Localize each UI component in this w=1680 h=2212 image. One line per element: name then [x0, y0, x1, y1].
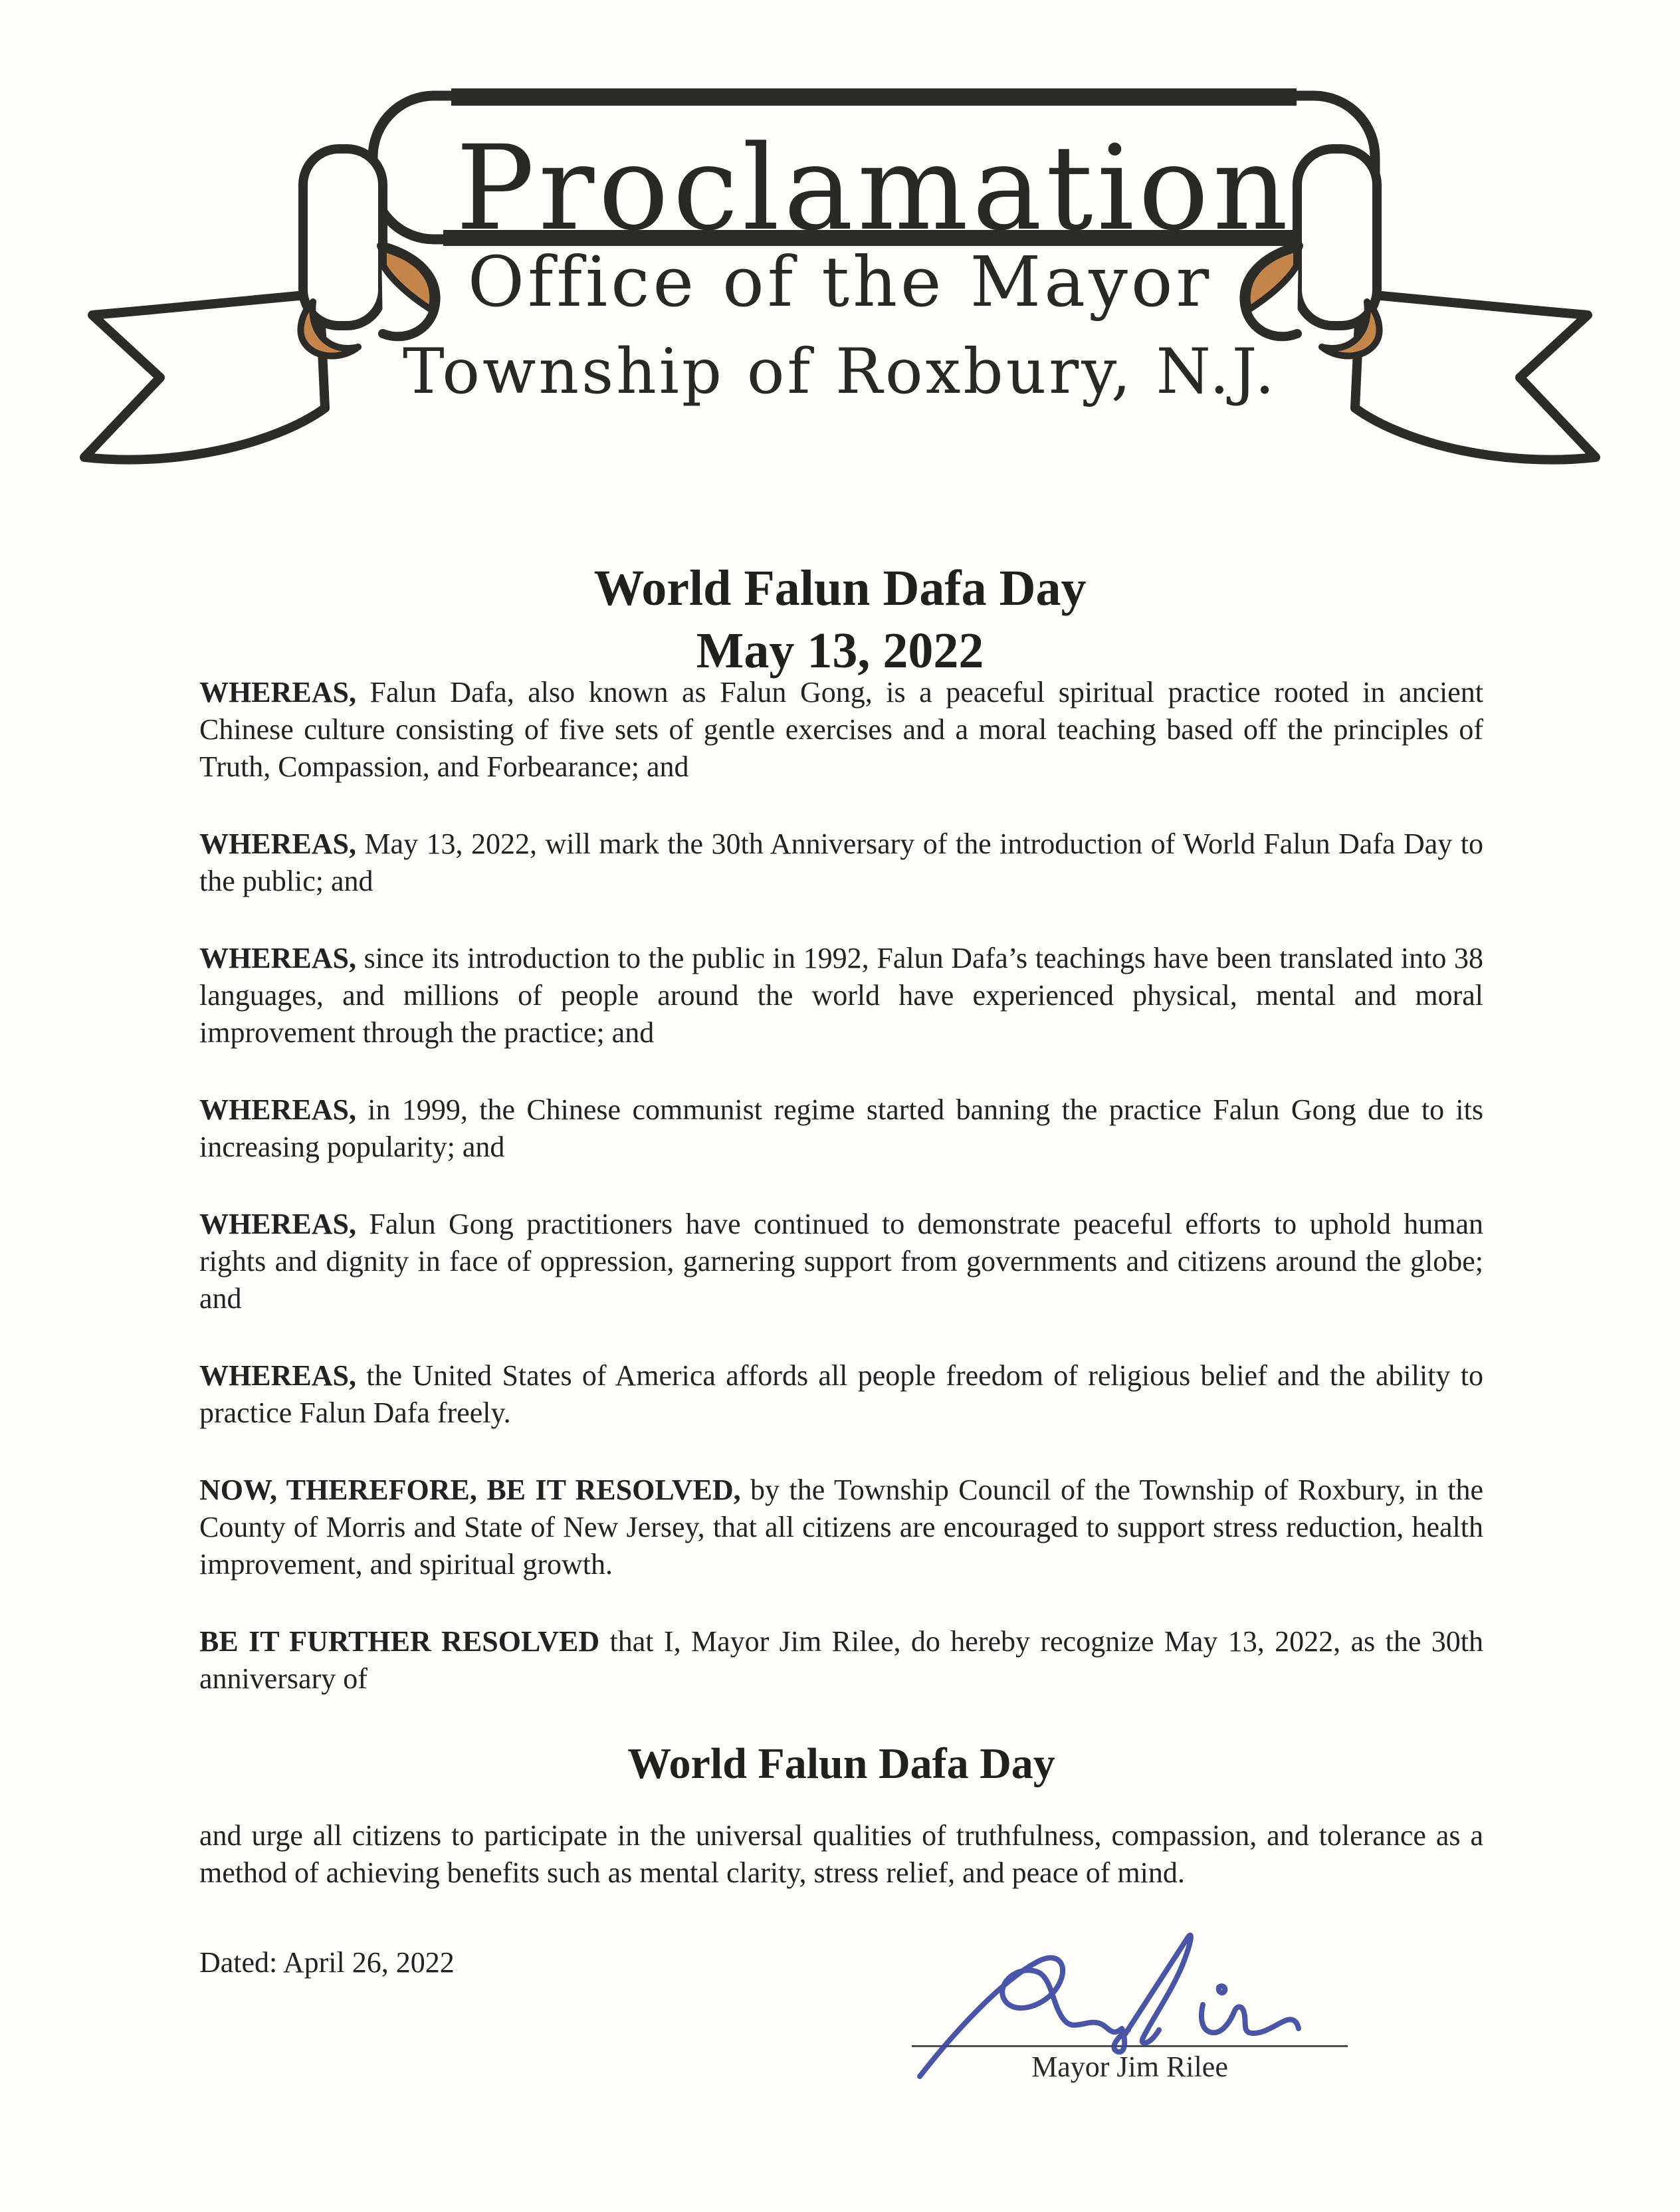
banner-subtitle-township: Township of Roxbury, N.J. — [403, 336, 1277, 408]
document-title-line1: World Falun Dafa Day — [593, 560, 1087, 616]
paragraph-lead: WHEREAS, — [199, 828, 356, 860]
paragraph: NOW, THEREFORE, BE IT RESOLVED, by the Township Council of the Township of Roxbury, in the County of Morris and State of New Jersey, that all citizens are encouraged to support stress reduction, health improvement, and spiritual growth. — [199, 1474, 1483, 1581]
paragraph: BE IT FURTHER RESOLVED that I, Mayor Jim Rilee, do hereby recognize May 13, 2022, as the 30th anniversary of — [199, 1625, 1483, 1695]
paragraph-lead: WHEREAS, — [199, 676, 356, 709]
banner-subtitle-office: Office of the Mayor — [467, 241, 1213, 322]
signature-name: Mayor Jim Rilee — [1031, 2050, 1228, 2083]
paragraph: WHEREAS, in 1999, the Chinese communist regime started banning the practice Falun Gong due to its increasing popularity; and — [199, 1093, 1483, 1163]
paragraph-list — [199, 674, 1483, 1698]
closing-paragraph: and urge all citizens to participate in the universal qualities of truthfulness, compassion, and tolerance as a method of achieving benefits such as mental clarity, stress relief, and peace of mind. — [199, 1819, 1483, 1889]
paragraph: WHEREAS, the United States of America affords all people freedom of religious belief and the ability to practice Falun Dafa freely. — [199, 1359, 1483, 1429]
banner-title: Proclamation — [455, 120, 1293, 257]
paragraph: WHEREAS, Falun Gong practitioners have continued to demonstrate peaceful efforts to uphold human rights and dignity in face of oppression, garnering support from governments and citizens around the globe; and — [199, 1208, 1483, 1315]
dated-line: Dated: April 26, 2022 — [199, 1946, 455, 1979]
paragraph-lead: WHEREAS, — [199, 1093, 356, 1126]
paragraph: WHEREAS, Falun Dafa, also known as Falun Gong, is a peaceful spiritual practice rooted in ancient Chinese culture consisting of five sets of gentle exercises and a moral teaching based off the principles of Truth, Compassion, and Forbearance; and — [199, 676, 1483, 783]
paragraph-lead: WHEREAS, — [199, 942, 356, 974]
paragraph-lead: BE IT FURTHER RESOLVED — [199, 1625, 600, 1658]
document-body — [199, 674, 1483, 1892]
paragraph-lead: WHEREAS, — [199, 1359, 356, 1392]
paragraph-lead: NOW, THEREFORE, BE IT RESOLVED, — [199, 1474, 741, 1506]
mid-heading: World Falun Dafa Day — [627, 1739, 1055, 1788]
document-title-line2: May 13, 2022 — [696, 623, 984, 679]
paragraph: WHEREAS, May 13, 2022, will mark the 30th Anniversary of the introduction of World Falun Dafa Day to the public; and — [199, 828, 1483, 897]
paragraph-lead: WHEREAS, — [199, 1208, 356, 1240]
document-title — [0, 557, 1680, 682]
paragraph: WHEREAS, since its introduction to the public in 1992, Falun Dafa’s teachings have been translated into 38 languages, and millions of people around the world have experienced physical, mental and moral improvement through the practice; and — [199, 942, 1483, 1049]
